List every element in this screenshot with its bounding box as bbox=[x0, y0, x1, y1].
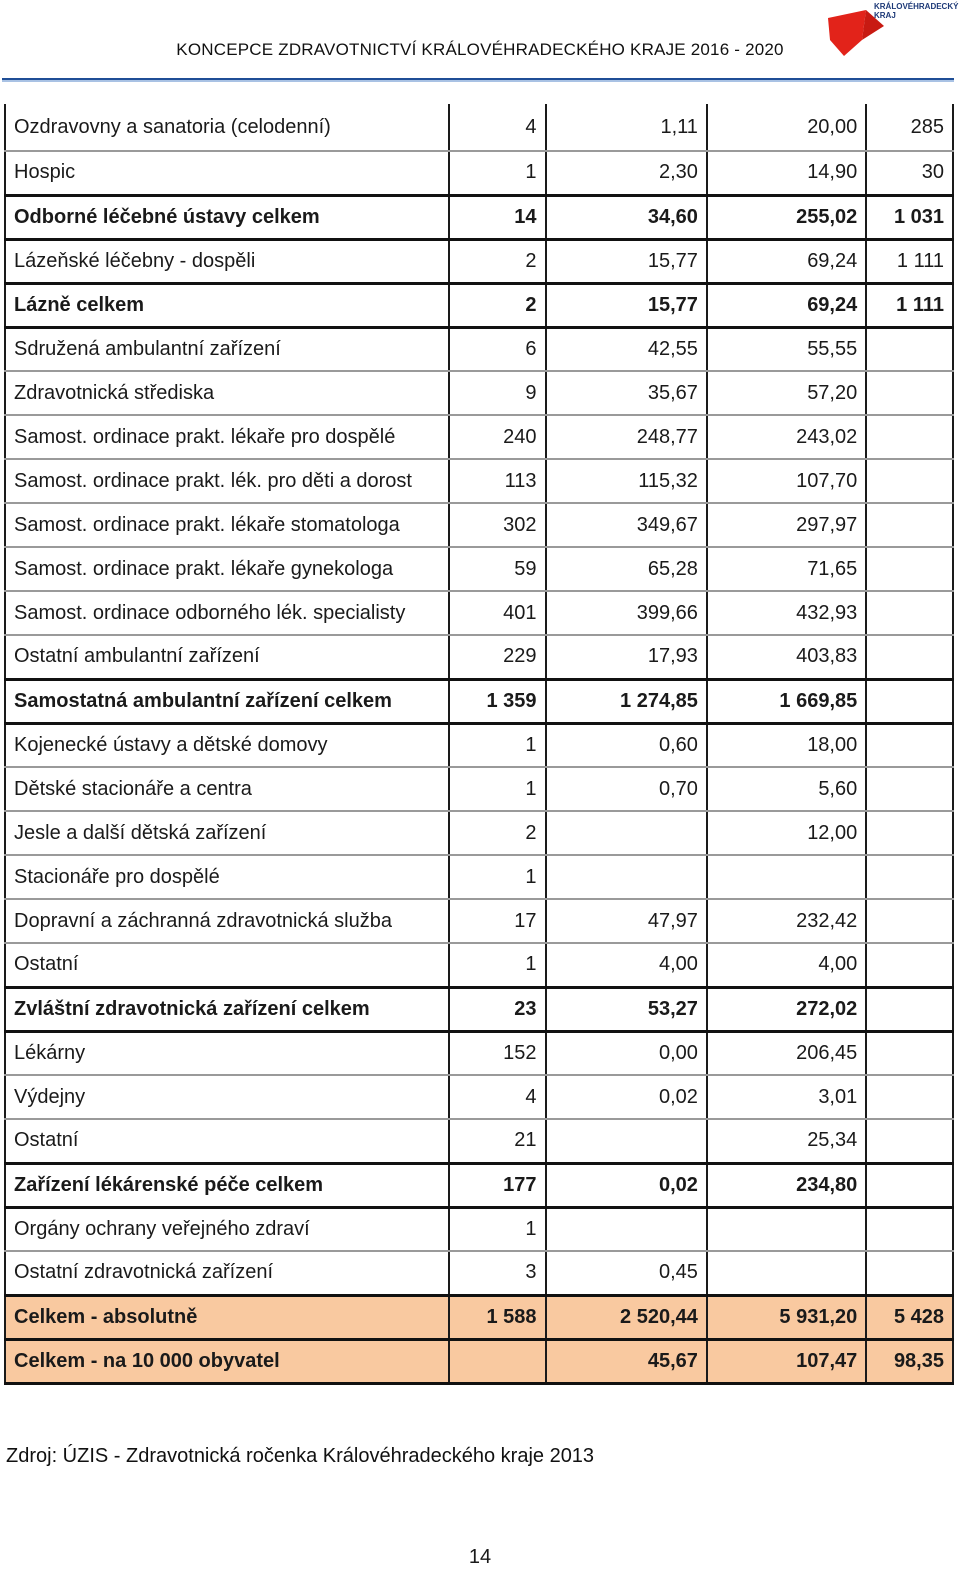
cell-col4 bbox=[866, 1207, 953, 1251]
row-label: Celkem - na 10 000 obyvatel bbox=[5, 1339, 449, 1383]
table-row bbox=[5, 195, 953, 239]
row-label: Dětské stacionáře a centra bbox=[5, 767, 449, 811]
cell-col1: 1 bbox=[449, 855, 546, 899]
table-row bbox=[5, 503, 953, 547]
cell-col2: 2 520,44 bbox=[546, 1295, 707, 1339]
row-label: Samostatná ambulantní zařízení celkem bbox=[5, 679, 449, 723]
cell-col1: 1 bbox=[449, 723, 546, 767]
cell-col3: 232,42 bbox=[707, 899, 866, 943]
cell-col4 bbox=[866, 723, 953, 767]
cell-col2: 4,00 bbox=[546, 943, 707, 987]
cell-col1: 23 bbox=[449, 987, 546, 1031]
table-row bbox=[5, 1207, 953, 1251]
page-number: 14 bbox=[468, 1546, 492, 1568]
cell-col4 bbox=[866, 371, 953, 415]
cell-col3 bbox=[707, 855, 866, 899]
cell-col1: 240 bbox=[449, 415, 546, 459]
row-label: Ostatní bbox=[5, 943, 449, 987]
row-label: Ostatní bbox=[5, 1119, 449, 1163]
cell-col4: 1 111 bbox=[866, 283, 953, 327]
table-row bbox=[5, 415, 953, 459]
cell-col4 bbox=[866, 459, 953, 503]
cell-col4 bbox=[866, 327, 953, 371]
cell-col2: 115,32 bbox=[546, 459, 707, 503]
cell-col3: 432,93 bbox=[707, 591, 866, 635]
table-row bbox=[5, 987, 953, 1031]
table-row bbox=[5, 1295, 953, 1339]
row-label: Stacionáře pro dospělé bbox=[5, 855, 449, 899]
cell-col3: 243,02 bbox=[707, 415, 866, 459]
cell-col1: 14 bbox=[449, 195, 546, 239]
cell-col3: 25,34 bbox=[707, 1119, 866, 1163]
cell-col1: 6 bbox=[449, 327, 546, 371]
cell-col3: 107,70 bbox=[707, 459, 866, 503]
cell-col3: 69,24 bbox=[707, 239, 866, 283]
cell-col4: 30 bbox=[866, 151, 953, 195]
cell-col4 bbox=[866, 855, 953, 899]
cell-col3: 5 931,20 bbox=[707, 1295, 866, 1339]
row-label: Výdejny bbox=[5, 1075, 449, 1119]
cell-col1: 1 588 bbox=[449, 1295, 546, 1339]
cell-col1: 113 bbox=[449, 459, 546, 503]
cell-col3: 71,65 bbox=[707, 547, 866, 591]
cell-col3: 12,00 bbox=[707, 811, 866, 855]
row-label: Samost. ordinace prakt. lékaře stomatologa bbox=[5, 503, 449, 547]
logo-text-line1: KRÁLOVÉHRADECKÝ bbox=[874, 2, 959, 11]
cell-col4 bbox=[866, 547, 953, 591]
cell-col1: 3 bbox=[449, 1251, 546, 1295]
cell-col2: 0,02 bbox=[546, 1075, 707, 1119]
cell-col3: 14,90 bbox=[707, 151, 866, 195]
cell-col3: 4,00 bbox=[707, 943, 866, 987]
cell-col2: 17,93 bbox=[546, 635, 707, 679]
row-label: Zařízení lékárenské péče celkem bbox=[5, 1163, 449, 1207]
cell-col3: 272,02 bbox=[707, 987, 866, 1031]
cell-col1: 1 359 bbox=[449, 679, 546, 723]
table-row bbox=[5, 1031, 953, 1075]
cell-col4 bbox=[866, 987, 953, 1031]
cell-col2: 0,70 bbox=[546, 767, 707, 811]
row-label: Samost. ordinace prakt. lékaře pro dospělé bbox=[5, 415, 449, 459]
table-row bbox=[5, 459, 953, 503]
table-row bbox=[5, 239, 953, 283]
table-row bbox=[5, 327, 953, 371]
cell-col3: 255,02 bbox=[707, 195, 866, 239]
row-label: Celkem - absolutně bbox=[5, 1295, 449, 1339]
cell-col2: 399,66 bbox=[546, 591, 707, 635]
cell-col1: 21 bbox=[449, 1119, 546, 1163]
row-label: Samost. ordinace odborného lék. specialisty bbox=[5, 591, 449, 635]
table-row bbox=[5, 723, 953, 767]
table-row bbox=[5, 1119, 953, 1163]
table-row bbox=[5, 104, 953, 151]
cell-col2: 35,67 bbox=[546, 371, 707, 415]
cell-col1 bbox=[449, 1339, 546, 1383]
cell-col2: 2,30 bbox=[546, 151, 707, 195]
cell-col1: 1 bbox=[449, 943, 546, 987]
row-label: Samost. ordinace prakt. lék. pro děti a dorost bbox=[5, 459, 449, 503]
cell-col3: 18,00 bbox=[707, 723, 866, 767]
cell-col4 bbox=[866, 591, 953, 635]
cell-col4 bbox=[866, 1251, 953, 1295]
table-row bbox=[5, 547, 953, 591]
cell-col3: 5,60 bbox=[707, 767, 866, 811]
cell-col4 bbox=[866, 679, 953, 723]
cell-col2: 248,77 bbox=[546, 415, 707, 459]
row-label: Lázně celkem bbox=[5, 283, 449, 327]
cell-col1: 1 bbox=[449, 1207, 546, 1251]
row-label: Ostatní zdravotnická zařízení bbox=[5, 1251, 449, 1295]
row-label: Zvláštní zdravotnická zařízení celkem bbox=[5, 987, 449, 1031]
cell-col4 bbox=[866, 767, 953, 811]
table-row bbox=[5, 591, 953, 635]
cell-col1: 2 bbox=[449, 239, 546, 283]
cell-col3: 107,47 bbox=[707, 1339, 866, 1383]
cell-col2 bbox=[546, 1207, 707, 1251]
region-logo bbox=[826, 0, 959, 66]
cell-col3: 206,45 bbox=[707, 1031, 866, 1075]
row-label: Zdravotnická střediska bbox=[5, 371, 449, 415]
cell-col2: 349,67 bbox=[546, 503, 707, 547]
cell-col4 bbox=[866, 1075, 953, 1119]
cell-col3: 1 669,85 bbox=[707, 679, 866, 723]
cell-col2: 47,97 bbox=[546, 899, 707, 943]
cell-col2 bbox=[546, 855, 707, 899]
row-label: Orgány ochrany veřejného zdraví bbox=[5, 1207, 449, 1251]
cell-col1: 152 bbox=[449, 1031, 546, 1075]
table-row bbox=[5, 635, 953, 679]
row-label: Samost. ordinace prakt. lékaře gynekologa bbox=[5, 547, 449, 591]
cell-col2: 15,77 bbox=[546, 283, 707, 327]
cell-col2: 15,77 bbox=[546, 239, 707, 283]
cell-col3: 297,97 bbox=[707, 503, 866, 547]
cell-col2: 65,28 bbox=[546, 547, 707, 591]
cell-col2: 53,27 bbox=[546, 987, 707, 1031]
cell-col3: 3,01 bbox=[707, 1075, 866, 1119]
cell-col1: 229 bbox=[449, 635, 546, 679]
cell-col2: 0,00 bbox=[546, 1031, 707, 1075]
cell-col1: 59 bbox=[449, 547, 546, 591]
cell-col4: 285 bbox=[866, 104, 953, 151]
cell-col3 bbox=[707, 1207, 866, 1251]
row-label: Lékárny bbox=[5, 1031, 449, 1075]
row-label: Kojenecké ústavy a dětské domovy bbox=[5, 723, 449, 767]
cell-col4 bbox=[866, 899, 953, 943]
cell-col3: 403,83 bbox=[707, 635, 866, 679]
table-row bbox=[5, 767, 953, 811]
cell-col2 bbox=[546, 1119, 707, 1163]
cell-col4 bbox=[866, 635, 953, 679]
cell-col4: 1 111 bbox=[866, 239, 953, 283]
cell-col1: 1 bbox=[449, 151, 546, 195]
table-row bbox=[5, 1339, 953, 1383]
region-logo-text bbox=[874, 2, 958, 20]
cell-col1: 17 bbox=[449, 899, 546, 943]
table-row bbox=[5, 371, 953, 415]
cell-col4: 98,35 bbox=[866, 1339, 953, 1383]
source-note: Zdroj: ÚZIS - Zdravotnická ročenka Královéhradeckého kraje 2013 bbox=[6, 1445, 595, 1467]
row-label: Dopravní a záchranná zdravotnická služba bbox=[5, 899, 449, 943]
cell-col4 bbox=[866, 503, 953, 547]
cell-col3 bbox=[707, 1251, 866, 1295]
table-row bbox=[5, 855, 953, 899]
logo-text-line2: KRAJ bbox=[874, 11, 896, 20]
cell-col3: 69,24 bbox=[707, 283, 866, 327]
cell-col2: 34,60 bbox=[546, 195, 707, 239]
health-facilities-table bbox=[4, 104, 954, 1385]
header-divider bbox=[2, 78, 954, 82]
cell-col2: 0,02 bbox=[546, 1163, 707, 1207]
cell-col1: 4 bbox=[449, 1075, 546, 1119]
cell-col4 bbox=[866, 415, 953, 459]
cell-col4: 5 428 bbox=[866, 1295, 953, 1339]
cell-col4 bbox=[866, 1119, 953, 1163]
table-row bbox=[5, 1075, 953, 1119]
row-label: Hospic bbox=[5, 151, 449, 195]
row-label: Jesle a další dětská zařízení bbox=[5, 811, 449, 855]
cell-col1: 1 bbox=[449, 767, 546, 811]
table-row bbox=[5, 943, 953, 987]
table-row bbox=[5, 1163, 953, 1207]
cell-col2: 0,60 bbox=[546, 723, 707, 767]
cell-col2: 1 274,85 bbox=[546, 679, 707, 723]
cell-col2: 45,67 bbox=[546, 1339, 707, 1383]
cell-col4 bbox=[866, 1163, 953, 1207]
cell-col1: 2 bbox=[449, 811, 546, 855]
cell-col2: 42,55 bbox=[546, 327, 707, 371]
table-row bbox=[5, 679, 953, 723]
table-row bbox=[5, 283, 953, 327]
cell-col3: 55,55 bbox=[707, 327, 866, 371]
cell-col1: 2 bbox=[449, 283, 546, 327]
row-label: Ozdravovny a sanatoria (celodenní) bbox=[5, 104, 449, 151]
row-label: Sdružená ambulantní zařízení bbox=[5, 327, 449, 371]
cell-col2: 1,11 bbox=[546, 104, 707, 151]
row-label: Lázeňské léčebny - dospěli bbox=[5, 239, 449, 283]
row-label: Ostatní ambulantní zařízení bbox=[5, 635, 449, 679]
table-row bbox=[5, 151, 953, 195]
table-row bbox=[5, 811, 953, 855]
row-label: Odborné léčebné ústavy celkem bbox=[5, 195, 449, 239]
cell-col4 bbox=[866, 811, 953, 855]
table-row bbox=[5, 1251, 953, 1295]
page-header-title: KONCEPCE ZDRAVOTNICTVÍ KRÁLOVÉHRADECKÉHO KRAJE 2016 - 2020 bbox=[176, 40, 784, 59]
cell-col2: 0,45 bbox=[546, 1251, 707, 1295]
cell-col1: 9 bbox=[449, 371, 546, 415]
cell-col3: 20,00 bbox=[707, 104, 866, 151]
cell-col3: 234,80 bbox=[707, 1163, 866, 1207]
cell-col3: 57,20 bbox=[707, 371, 866, 415]
cell-col1: 401 bbox=[449, 591, 546, 635]
cell-col2 bbox=[546, 811, 707, 855]
cell-col4: 1 031 bbox=[866, 195, 953, 239]
cell-col1: 177 bbox=[449, 1163, 546, 1207]
cell-col4 bbox=[866, 943, 953, 987]
table-row bbox=[5, 899, 953, 943]
cell-col1: 302 bbox=[449, 503, 546, 547]
cell-col1: 4 bbox=[449, 104, 546, 151]
cell-col4 bbox=[866, 1031, 953, 1075]
